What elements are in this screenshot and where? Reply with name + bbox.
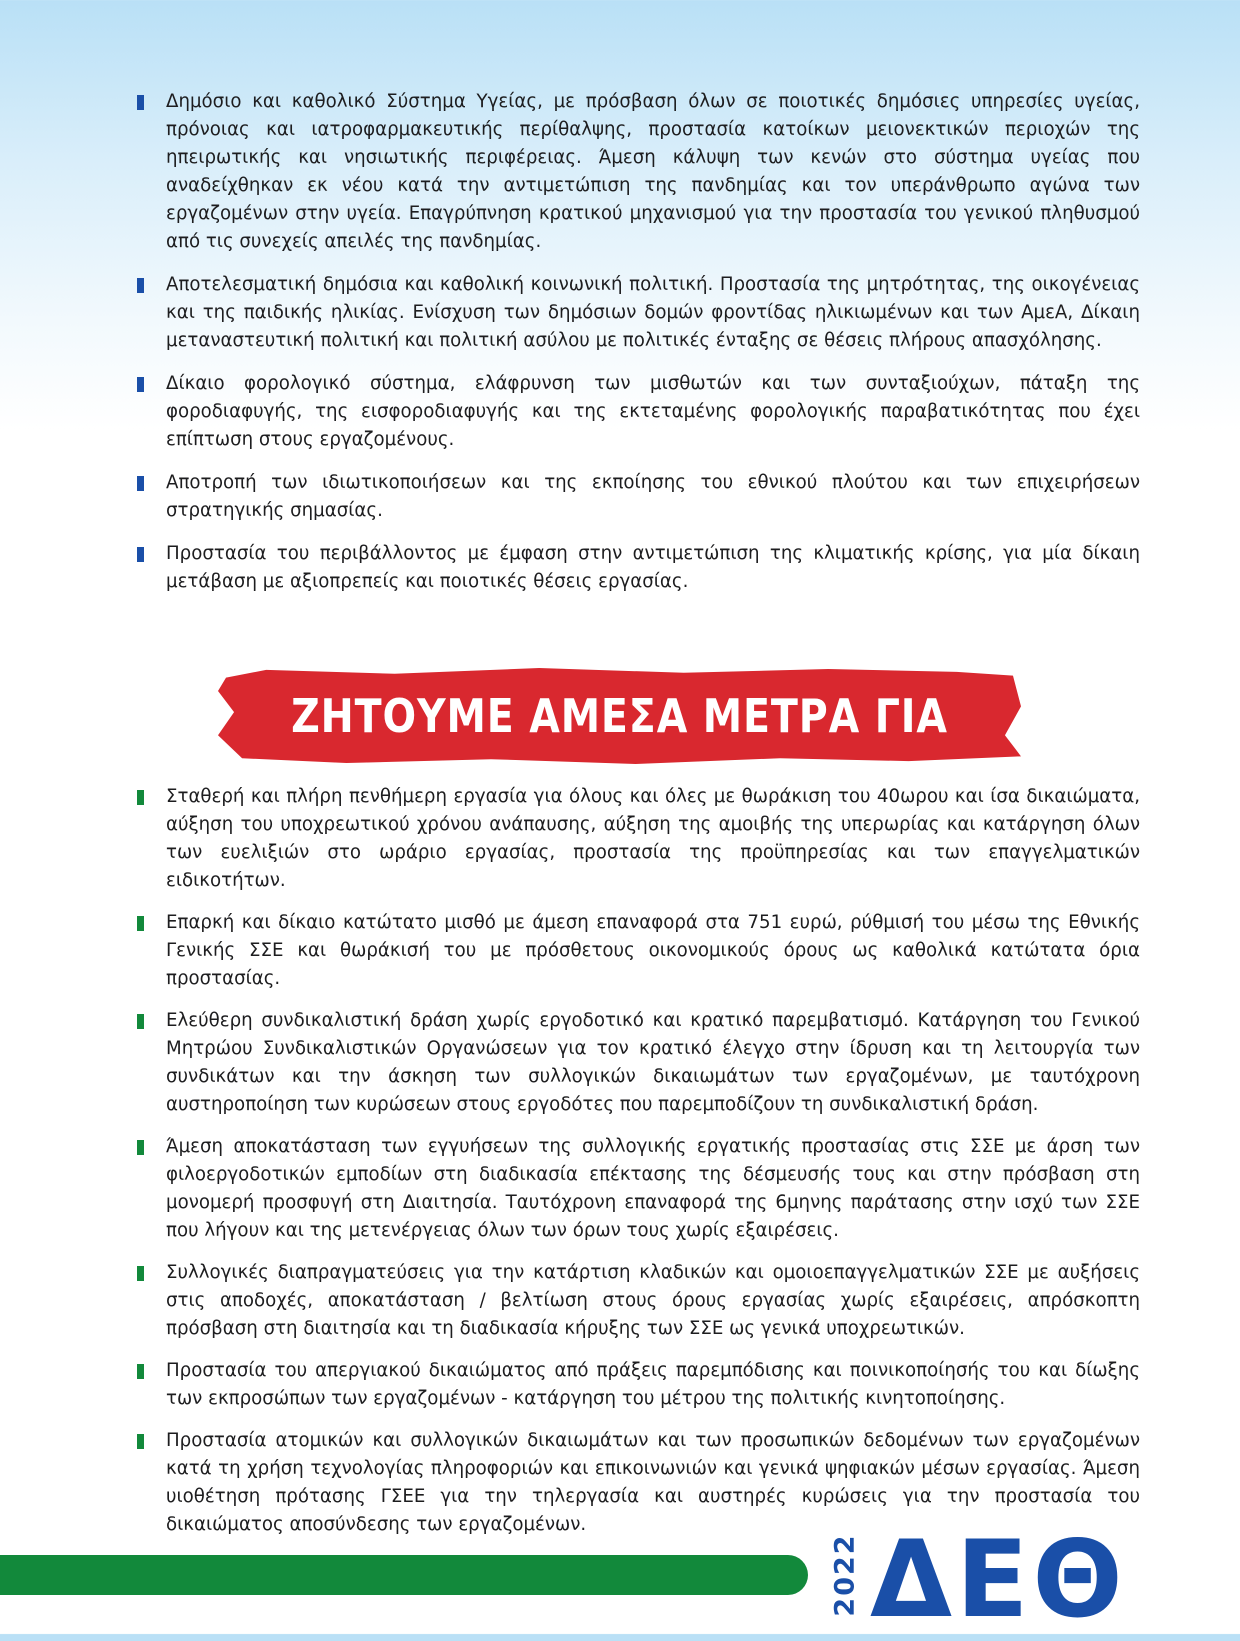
list-item (136, 909, 1140, 993)
list-item (136, 469, 1140, 525)
list-item-text: Προστασία ατομικών και συλλογικών δικαιωμάτων και των προσωπικών δεδομένων των εργαζομένων κατά τη χρήση τεχνολογίας πληροφοριών και επικοινωνιών και γενικά ψηφιακών μέσων εργασίας. Άμεση υιοθέτηση πρότασης ΓΣΕΕ για την τηλεργασία και αυστηρές κυρώσεις για την προστασία του δικαιώματος αποσύνδεσης των εργαζομένων. (166, 1430, 1140, 1535)
footer-year: 2022 (829, 1533, 861, 1617)
list-item-text: Σταθερή και πλήρη πενθήμερη εργασία για όλους και όλες με θωράκιση του 40ωρου και ίσα δικαιώματα, αύξηση του υποχρεωτικού χρόνου ανάπαυσης, αύξηση της αμοιβής της υπερωρίας και κατάργηση όλων των ευελιξιών στο ωράριο εργασίας, προστασία της προϋπηρεσίας και των επαγγελματικών ειδικοτήτων. (166, 786, 1140, 891)
list-item-text: Δίκαιο φορολογικό σύστημα, ελάφρυνση των μισθωτών και των συνταξιούχων, πάταξη της φοροδιαφυγής, της εισφοροδιαφυγής και της εκτεταμένης φορολογικής παραβατικότητας που έχει επίπτωση στους εργαζομένους. (166, 373, 1140, 450)
list-item (136, 1259, 1140, 1343)
square-bullet-icon (137, 1434, 144, 1449)
list-item (136, 370, 1140, 454)
list-item (136, 1007, 1140, 1119)
square-bullet-icon (137, 1014, 144, 1029)
square-bullet-icon (137, 377, 144, 392)
list-item (136, 1357, 1140, 1413)
square-bullet-icon (137, 1140, 144, 1155)
square-bullet-icon (137, 95, 144, 110)
list-item-text: Δημόσιο και καθολικό Σύστημα Υγείας, με πρόσβαση όλων σε ποιοτικές δημόσιες υπηρεσίες υγείας, πρόνοιας και ιατροφαρμακευτικής περίθαλψης, προστασία κατοίκων μειονεκτικών περιοχών της ηπειρωτικής και νησιωτικής περιφέρειας. Άμεση κάλυψη των κενών στο σύστημα υγείας που αναδείχθηκαν εκ νέου κατά την αντιμετώπιση της πανδημίας και τον υπεράνθρωπο αγώνα των εργαζομένων στην υγεία. Επαγρύπνηση κρατικού μηχανισμού για την προστασία του γενικού πληθυσμού από τις συνεχείς απειλές της πανδημίας. (166, 91, 1140, 252)
square-bullet-icon (137, 790, 144, 805)
list-item-text: Αποτελεσματική δημόσια και καθολική κοινωνική πολιτική. Προστασία της μητρότητας, της οικογένειας και της παιδικής ηλικίας. Ενίσχυση των δημόσιων δομών φροντίδας ηλικιωμένων και των ΑμεΑ, Δίκαιη μεταναστευτική πολιτική και πολιτική ασύλου με πολιτικές ένταξης σε θέσεις πλήρους απασχόλησης. (166, 274, 1140, 351)
immediate-measures-list (136, 783, 1140, 1553)
list-item-text: Αποτροπή των ιδιωτικοποιήσεων και της εκποίησης του εθνικού πλούτου και των επιχειρήσεων στρατηγικής σημασίας. (166, 472, 1140, 521)
list-item-text: Ελεύθερη συνδικαλιστική δράση χωρίς εργοδοτικό και κρατικό παρεμβατισμό. Κατάργηση του Γενικού Μητρώου Συνδικαλιστικών Οργανώσεων για τον κρατικό έλεγχο στην ίδρυση και τη λειτουργία των συνδικάτων και την άσκηση των συλλογικών δικαιωμάτων των εργαζομένων, με ταυτόχρονη αυστηροποίηση των κυρώσεων στους εργοδότες που παρεμποδίζουν τη συνδικαλιστική δράση. (166, 1010, 1140, 1115)
list-item-text: Προστασία του απεργιακού δικαιώματος από πράξεις παρεμπόδισης και ποινικοποίησής του και δίωξης των εκπροσώπων των εργαζομένων - κατάργηση του μέτρου της πολιτικής κινητοποίησης. (166, 1360, 1140, 1409)
brand-logo: ΔΕΘ (870, 1518, 1127, 1641)
list-item (136, 1133, 1140, 1245)
square-bullet-icon (137, 1266, 144, 1281)
square-bullet-icon (137, 278, 144, 293)
section-banner-title: ΖΗΤΟΥΜΕ ΑΜΕΣΑ ΜΕΤΡΑ ΓΙΑ (291, 689, 948, 743)
list-item-text: Άμεση αποκατάσταση των εγγυήσεων της συλλογικής εργατικής προστασίας στις ΣΣΕ με άρση των φιλοεργοδοτικών εμποδίων στη διαδικασία επέκτασης της δέσμευσής τους και στην πρόσβαση στη μονομερή προσφυγή στη Διαιτησία. Ταυτόχρονη επαναφορά της 6μηνης παράτασης στην ισχύ των ΣΣΕ που λήγουν και της μετενέργειας όλων των όρων τους χωρίς εξαιρέσεις. (166, 1136, 1140, 1241)
square-bullet-icon (137, 916, 144, 931)
list-item-text: Επαρκή και δίκαιο κατώτατο μισθό με άμεση επαναφορά στα 751 ευρώ, ρύθμισή του μέσω της Εθνικής Γενικής ΣΣΕ και θωράκισή του με πρόσθετους οικονομικούς όρους ως καθολικά κατώτατα όρια προστασίας. (166, 912, 1140, 989)
list-item (136, 783, 1140, 895)
square-bullet-icon (137, 547, 144, 562)
list-item-text: Προστασία του περιβάλλοντος με έμφαση στην αντιμετώπιση της κλιματικής κρίσης, για μία δίκαιη μετάβαση με αξιοπρεπείς και ποιοτικές θέσεις εργασίας. (166, 543, 1140, 592)
square-bullet-icon (137, 476, 144, 491)
list-item (136, 540, 1140, 596)
square-bullet-icon (137, 1364, 144, 1379)
footer-bar (0, 1555, 808, 1595)
list-item (136, 88, 1140, 256)
list-item (136, 271, 1140, 355)
general-demands-list (136, 88, 1140, 611)
list-item-text: Συλλογικές διαπραγματεύσεις για την κατάρτιση κλαδικών και ομοιοεπαγγελματικών ΣΣΕ με αυξήσεις στις αποδοχές, αποκατάσταση / βελτίωση στους όρους εργασίας χωρίς εξαιρέσεις, απρόσκοπτη πρόσβαση στη διαιτησία και τη διαδικασία κήρυξης των ΣΣΕ ως γενικά υποχρεωτικών. (166, 1262, 1140, 1339)
